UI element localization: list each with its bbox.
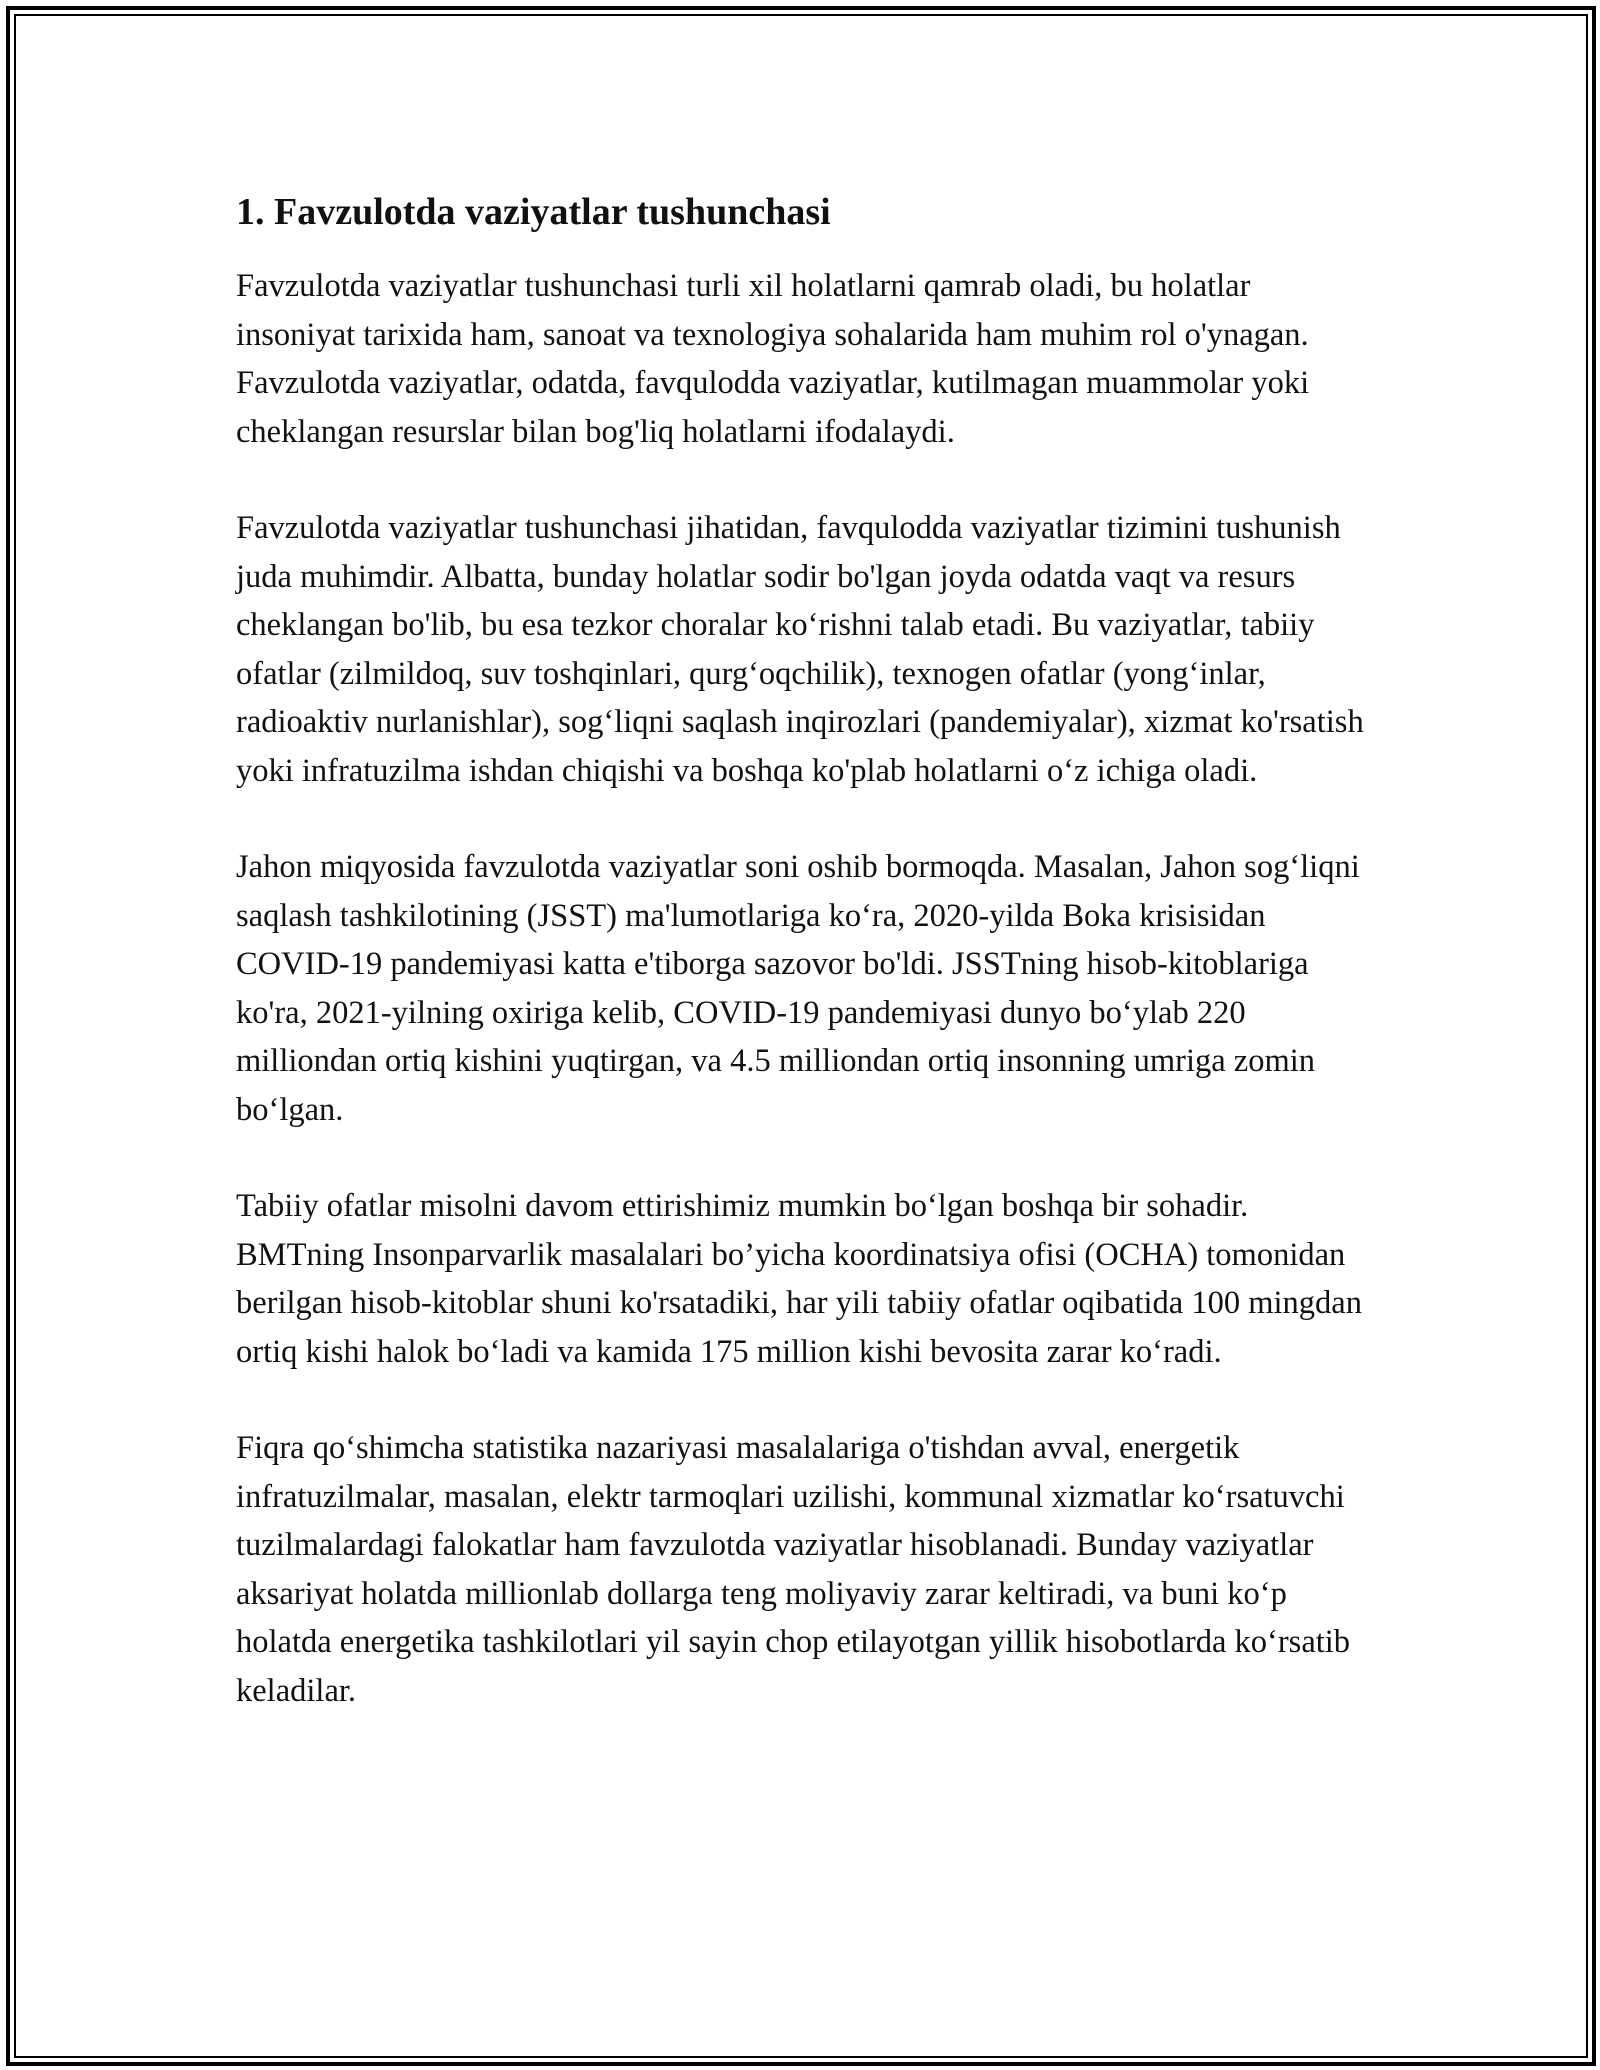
paragraph-3: Jahon miqyosida favzulotda vaziyatlar soni oshib bormoqda. Masalan, Jahon sogʻliqni saqlash tashkilotining (JSST) ma'lumotlariga koʻra, 2020-yilda Boka krisisidan COVID-19 pandemiyasi katta e'tiborga sazovor bo'ldi. JSSTning hisob-kitoblariga ko'ra, 2021-yilning oxiriga kelib, COVID-19 pandemiyasi dunyo boʻylab 220 milliondan ortiq kishini yuqtirgan, va 4.5 milliondan ortiq insonning umriga zomin boʻlgan. <box>236 849 1360 1128</box>
paragraph-1: Favzulotda vaziyatlar tushunchasi turli xil holatlarni qamrab oladi, bu holatlar insoniyat tarixida ham, sanoat va texnologiya sohalarida ham muhim rol o'ynagan. Favzulotda vaziyatlar, odatda, favqulodda vaziyatlar, kutilmagan muammolar yoki cheklangan resurslar bilan bog'liq holatlarni ifodalaydi. <box>236 268 1310 450</box>
paragraph-4: Tabiiy ofatlar misolni davom ettirishimiz mumkin boʻlgan boshqa bir sohadir. BMTning Insonparvarlik masalalari bo’yicha koordinatsiya ofisi (OCHA) tomonidan berilgan hisob-kitoblar shuni ko'rsatadiki, har yili tabiiy ofatlar oqibatida 100 mingdan ortiq kishi halok boʻladi va kamida 175 million kishi bevosita zarar koʻradi. <box>236 1188 1362 1370</box>
section-heading: 1. Favzulotda vaziyatlar tushunchasi <box>236 191 831 233</box>
paragraph-2: Favzulotda vaziyatlar tushunchasi jihatidan, favqulodda vaziyatlar tizimini tushunish juda muhimdir. Albatta, bunday holatlar sodir bo'lgan joyda odatda vaqt va resurs cheklangan bo'lib, bu esa tezkor choralar koʻrishni talab etadi. Bu vaziyatlar, tabiiy ofatlar (zilmildoq, suv toshqinlari, qurgʻoqchilik), texnogen ofatlar (yongʻinlar, radioaktiv nurlanishlar), sogʻliqni saqlash inqirozlari (pandemiyalar), xizmat ko'rsatish yoki infratuzilma ishdan chiqishi va boshqa ko'plab holatlarni oʻz ichiga oladi. <box>236 510 1364 789</box>
paragraph-5: Fiqra qoʻshimcha statistika nazariyasi masalalariga o'tishdan avval, energetik infratuzilmalar, masalan, elektr tarmoqlari uzilishi, kommunal xizmatlar koʻrsatuvchi tuzilmalardagi falokatlar ham favzulotda vaziyatlar hisoblanadi. Bunday vaziyatlar aksariyat holatda millionlab dollarga teng moliyaviy zarar keltiradi, va buni koʻp holatda energetika tashkilotlari yil sayin chop etilayotgan yillik hisobotlarda koʻrsatib keladilar. <box>236 1430 1351 1709</box>
document-body <box>236 188 1376 1763</box>
